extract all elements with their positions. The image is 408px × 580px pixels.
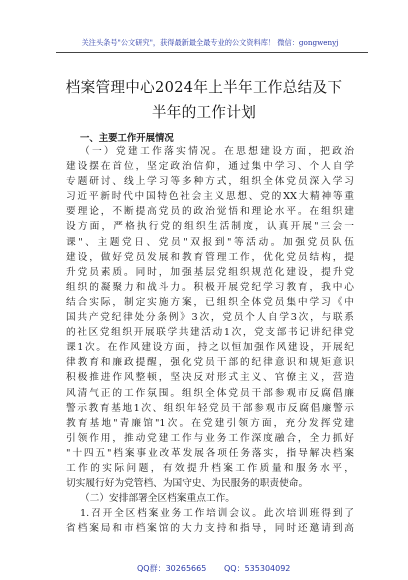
- document-title-line-2: 半年的工作计划: [151, 104, 257, 121]
- paragraph-line: 课"、主题党日、党员"双报到"等活动。加强党员队伍: [66, 236, 354, 248]
- header-banner[interactable]: 关注头条号"公文研究"，获得最新最全最专业的公文资料库！ 微信：gongwenyj: [81, 38, 339, 47]
- section-heading: 一、主要工作开展情况: [80, 133, 174, 144]
- paragraph-line: 教育基地"青廉馆"1次。在党建引领方面，充分发挥党建: [66, 417, 354, 429]
- paragraph-line: 课1次。在作风建设方面，持之以恒加强作风建设，开展纪: [66, 342, 354, 354]
- paragraph-line: 律教育和廉政提醒，强化党员干部的纪律意识和规矩意识: [66, 357, 354, 369]
- footer-qq: QQ：535304092: [224, 564, 291, 573]
- paragraph-line: 专题研讨、线上学习等多种方式，组织全体党员深入学习: [66, 176, 354, 188]
- paragraph-line: 积极推进作风整顿，坚决反对形式主义、官僚主义，营造: [66, 372, 354, 384]
- body-text: [66, 144, 354, 536]
- paragraph-line: 要理论，不断提高党员的政治觉悟和理论水平。在组织建: [66, 206, 354, 218]
- paragraph-line: 1.召开全区档案业务工作培训会议。此次培训班得到了: [80, 508, 354, 520]
- paragraph-line: 国共产党纪律处分条例》3次，党员个人自学3次，与联系: [66, 312, 354, 324]
- paragraph-line: 警示教育基地1次、组织年轻党员干部参观市反腐倡廉警示: [66, 402, 354, 414]
- paragraph-line: 省档案局和市档案馆的大力支持和指导，同时还邀请到高: [66, 523, 354, 535]
- document-title-line-1: 档案管理中心2024年上半年工作总结及下: [65, 79, 343, 96]
- paragraph-line: 工作的实际问题，有效提升档案工作质量和服务水平，: [66, 462, 354, 474]
- paragraph-line: 设方面，严格执行党的组织生活制度，认真开展"三会一: [66, 221, 354, 233]
- footer-qq-group: QQ群：30265665: [137, 564, 207, 573]
- header-rule: [56, 52, 368, 53]
- paragraph-line: 引领作用，推动党建工作与业务工作深度融合，全力抓好: [66, 432, 354, 444]
- paragraph-line: （二）安排部署全区档案重点工作。: [80, 493, 235, 505]
- paragraph-line: 的社区党组织开展联学共建活动1次，党支部书记讲纪律党: [66, 327, 354, 339]
- paragraph-line: 切实履行好为党管档、为国守史、为民服务的职责使命。: [66, 478, 309, 490]
- paragraph-line: 建设摆在首位，坚定政治信仰，通过集中学习、个人自学: [66, 161, 354, 173]
- paragraph-line: 风清气正的工作氛围。组织全体党员干部参观市反腐倡廉: [66, 387, 354, 399]
- paragraph-line: "十四五"档案事业改革发展各项任务落实，指导解决档案: [66, 447, 354, 459]
- paragraph-line: 组织的凝聚力和战斗力。积极开展党纪学习教育，我中心: [66, 281, 354, 293]
- paragraph-line: 升党员素质。同时，加强基层党组织规范化建设，提升党: [66, 266, 354, 278]
- paragraph-line: 建设，做好党员发展和教育管理工作，优化党员结构，提: [66, 251, 354, 263]
- paragraph-line: （一）党建工作落实情况。在思想建设方面，把政治: [80, 146, 354, 157]
- paragraph-line: 习近平新时代中国特色社会主义思想、党的XX大精神等重: [66, 191, 354, 203]
- paragraph-line: 结合实际，制定实施方案，已组织全体党员集中学习《中: [66, 296, 354, 308]
